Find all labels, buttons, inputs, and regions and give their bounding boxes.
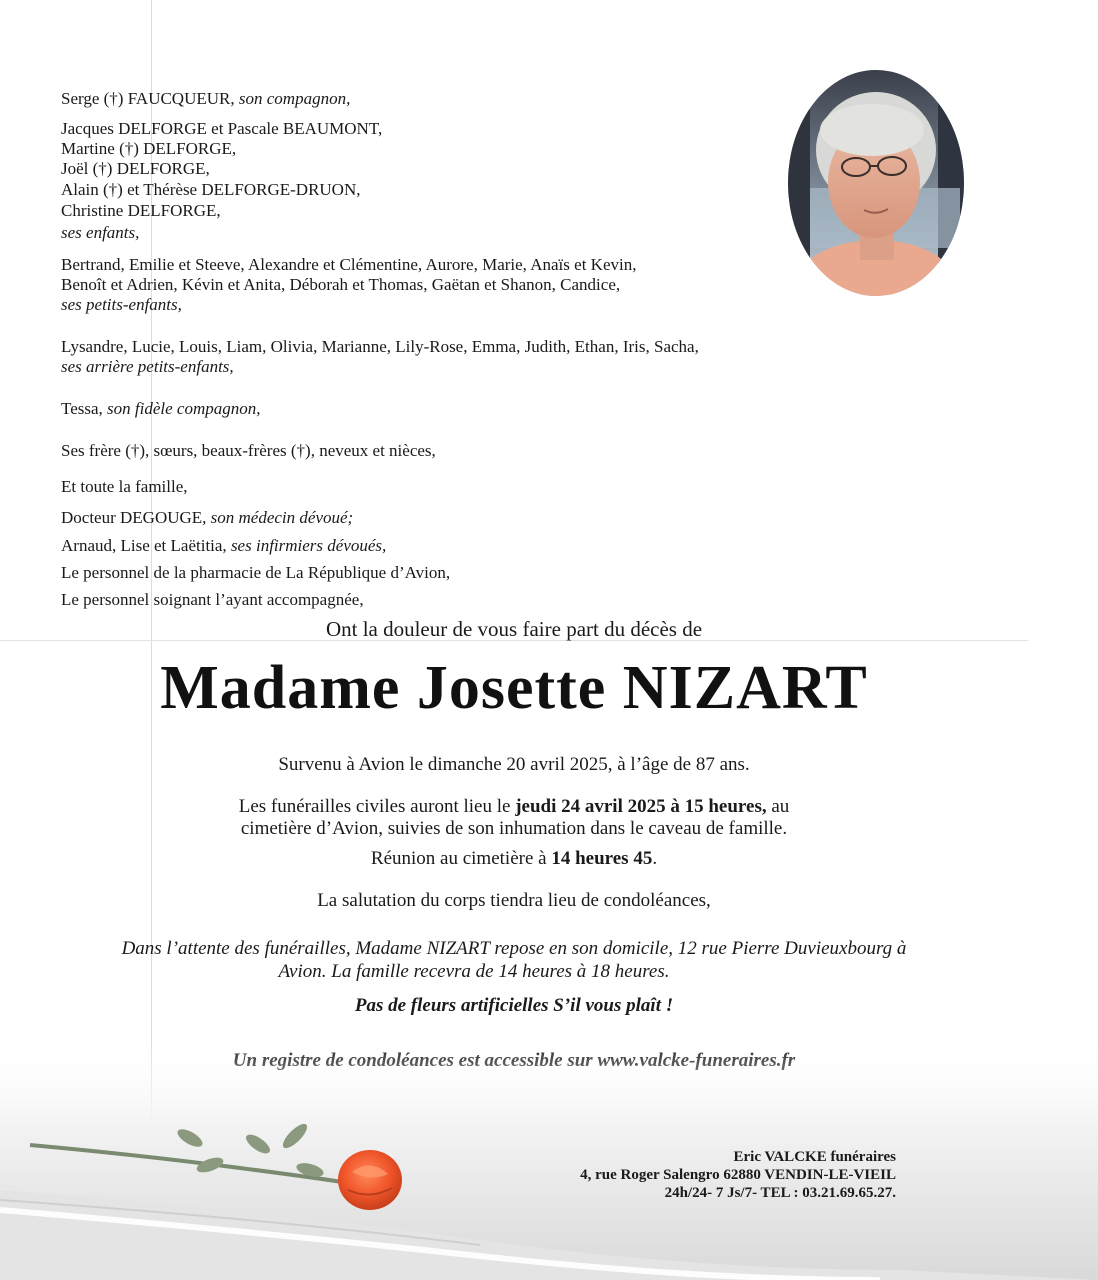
pet-name: Tessa, bbox=[61, 399, 103, 418]
companion-name: Serge (†) FAUCQUEUR, bbox=[61, 89, 235, 108]
meeting-text-post: . bbox=[652, 848, 658, 869]
children-line-1: Jacques DELFORGE et Pascale BEAUMONT, bbox=[61, 119, 383, 138]
meeting-text-pre: Réunion au cimetière à bbox=[370, 848, 547, 869]
meeting-info bbox=[0, 848, 1028, 870]
grandchildren-line-1: Bertrand, Emilie et Steeve, Alexandre et Clémentine, Aurore, Marie, Anaïs et Kevin, bbox=[61, 255, 637, 274]
deceased-name: Madame Josette NIZART bbox=[160, 654, 868, 722]
funeral-text-post: au bbox=[771, 796, 790, 817]
nurses-role: ses infirmiers dévoués, bbox=[230, 536, 387, 555]
doctor-name: Docteur DEGOUGE, bbox=[61, 508, 207, 527]
funeral-text-pre: Les funérailles civiles auront lieu le bbox=[238, 796, 511, 817]
pet-line bbox=[61, 399, 260, 419]
grandchildren-role: ses petits-enfants, bbox=[61, 295, 182, 314]
great-grandchildren-role: ses arrière petits-enfants, bbox=[61, 357, 234, 376]
rest-info-line-2: Avion. La famille recevra de 14 heures à 18 heures. bbox=[278, 961, 670, 982]
great-grandchildren-line: Lysandre, Lucie, Louis, Liam, Olivia, Marianne, Lily-Rose, Emma, Judith, Ethan, Iris, Sacha, bbox=[61, 337, 699, 356]
children-line-2: Martine (†) DELFORGE, bbox=[61, 139, 237, 158]
grandchildren-line-2: Benoît et Adrien, Kévin et Anita, Déborah et Thomas, Gaëtan et Shanon, Candice, bbox=[61, 275, 621, 294]
children-line-3: Joël (†) DELFORGE, bbox=[61, 159, 210, 178]
portrait-photo bbox=[788, 70, 964, 296]
companion-role: son compagnon, bbox=[238, 89, 351, 108]
children-line-4: Alain (†) et Thérèse DELFORGE-DRUON, bbox=[61, 180, 361, 199]
rose-beach-image bbox=[0, 1040, 1098, 1280]
doctor-line bbox=[61, 508, 353, 528]
funeral-home-name: Eric VALCKE funéraires bbox=[733, 1149, 896, 1165]
salutation-info: La salutation du corps tiendra lieu de condoléances, bbox=[317, 890, 711, 911]
pharmacy-line: Le personnel de la pharmacie de La République d’Avion, bbox=[61, 563, 451, 582]
family-all-line: Et toute la famille, bbox=[61, 477, 188, 496]
nurses-line bbox=[61, 536, 386, 556]
children-line-5: Christine DELFORGE, bbox=[61, 201, 221, 220]
meeting-time: 14 heures 45 bbox=[551, 848, 653, 869]
funeral-info-line-2: cimetière d’Avion, suivies de son inhumation dans le caveau de famille. bbox=[240, 818, 788, 839]
rest-info-line-1: Dans l’attente des funérailles, Madame NIZART repose en son domicile, 12 rue Pierre Duvieuxbourg à bbox=[121, 938, 907, 959]
carers-line: Le personnel soignant l’ayant accompagnée, bbox=[61, 590, 364, 609]
funeral-datetime: jeudi 24 avril 2025 à 15 heures, bbox=[515, 796, 767, 817]
funeral-home-address: 4, rue Roger Salengro 62880 VENDIN-LE-VIEIL bbox=[580, 1167, 896, 1183]
siblings-line: Ses frère (†), sœurs, beaux-frères (†), neveux et nièces, bbox=[61, 441, 436, 460]
funeral-home-contact: 24h/24- 7 Js/7- TEL : 03.21.69.65.27. bbox=[664, 1185, 896, 1201]
nurses-name: Arnaud, Lise et Laëtitia, bbox=[61, 536, 227, 555]
announcement-line: Ont la douleur de vous faire part du décès de bbox=[325, 617, 703, 641]
doctor-role: son médecin dévoué; bbox=[210, 508, 354, 527]
children-role: ses enfants, bbox=[61, 223, 140, 242]
death-info: Survenu à Avion le dimanche 20 avril 2025, à l’âge de 87 ans. bbox=[278, 754, 750, 775]
no-flowers-notice: Pas de fleurs artificielles S’il vous plaît ! bbox=[354, 995, 674, 1016]
family-line-companion bbox=[61, 89, 350, 109]
funeral-info-line-1 bbox=[0, 796, 1028, 818]
pet-role: son fidèle compagnon, bbox=[107, 399, 261, 418]
